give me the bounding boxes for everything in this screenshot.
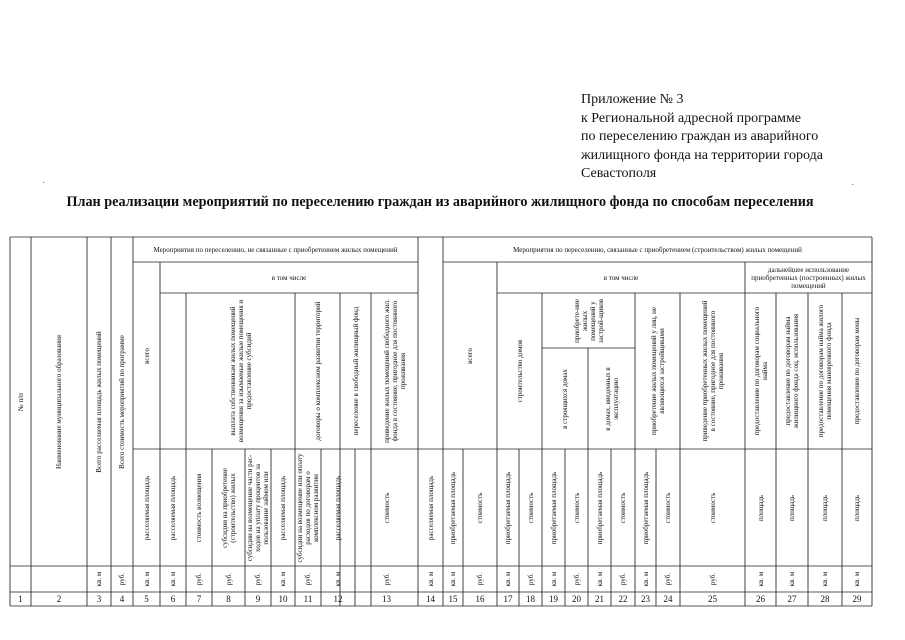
acq-persons-label: приобретение жилых помещений у лиц, не являющихся застройщиками: [649, 307, 666, 435]
sub-label: стоимость возмещения: [195, 473, 203, 542]
sub-label: приобретаемая площадь: [504, 471, 512, 544]
header-line: Севастополя: [581, 166, 657, 181]
column-number: 7: [196, 594, 202, 604]
column-number: 5: [144, 594, 149, 604]
sub-label: расселяемая площадь: [169, 475, 177, 540]
payment-label: выплата собственникам жилых помещений возмещения за изымаемые жилые помещения и предоставление субсидий: [228, 299, 253, 443]
sub-label: расселяемая площадь: [426, 475, 435, 540]
unit-label: руб.: [619, 572, 627, 586]
unit-cell: [31, 566, 87, 592]
sub-label: расселяемая площадь: [334, 475, 342, 540]
in-completed-header: [588, 348, 635, 449]
unit-cell: [842, 566, 872, 592]
further-use-header: дальнейшее использование приобретенных (построенных) жилых помещений: [751, 265, 866, 290]
unit-label: кв. м: [853, 571, 861, 587]
social-label: предоставление по договорам социального найма: [752, 306, 769, 436]
payment-header: [186, 293, 295, 449]
column-number: 6: [170, 594, 176, 604]
sub-subsidy-acq: [212, 449, 245, 566]
sub-area-acquired: [588, 449, 611, 566]
column-number: 14: [426, 594, 435, 604]
unit-label: руб.: [476, 572, 484, 586]
scan-mark: ·: [851, 180, 855, 191]
sub-label: приобретаемая площадь: [595, 471, 604, 544]
column-number: 3: [96, 594, 102, 604]
unit-label: кв. м: [756, 571, 765, 587]
unit-label: кв. м: [821, 571, 829, 587]
sub-area: [808, 449, 842, 566]
unit-cell: [87, 566, 111, 592]
column-number: 27: [787, 594, 797, 604]
unit-label: кв. м: [142, 571, 151, 587]
sub-label: стоимость: [476, 492, 484, 523]
contracts-header: [295, 293, 340, 449]
unit-label: руб.: [382, 572, 391, 586]
unit-cell: [160, 566, 186, 592]
unit-label: руб.: [708, 572, 717, 586]
header-line: Приложение № 3: [581, 92, 684, 107]
sub-cost: [611, 449, 635, 566]
unit-cell: [111, 566, 133, 592]
column-number: 2: [56, 594, 62, 604]
sub-label: субсидии на возмещение или оплату расходов по договорам о комплексном развитии: [296, 453, 320, 562]
construction-label: строительство домов: [515, 339, 524, 403]
plan-title: План реализации мероприятий по переселению граждан из аварийного жилищного фонда по способам переселения: [66, 194, 814, 210]
unit-label: кв. м: [504, 571, 512, 587]
column-number: 15: [448, 594, 458, 604]
unit-cell: [656, 566, 680, 592]
column-number: 10: [278, 594, 288, 604]
sub-area-acquired: [497, 449, 519, 566]
unit-cell: [212, 566, 245, 592]
sub-subsidy-contracts: [295, 449, 321, 566]
spec-label: предоставление по договорам найма жилищного фонда соц. использования: [784, 313, 800, 429]
sub-label: стоимость: [708, 492, 717, 523]
sub-area-resettled: [418, 449, 443, 566]
column-number: 19: [549, 594, 558, 604]
unit-cell: [245, 566, 271, 592]
sub-area-resettled: [321, 449, 355, 566]
sub-label: приобретаемая площадь: [641, 471, 650, 544]
sub-cost-compensation: [186, 449, 212, 566]
column-number: 8: [226, 594, 231, 604]
unit-label: кв. м: [334, 571, 342, 587]
column-number: 1: [18, 594, 23, 604]
unit-label: кв. м: [95, 571, 103, 587]
unit-label: кв. м: [595, 571, 604, 587]
unit-label: кв. м: [549, 571, 558, 587]
unit-label: руб.: [664, 572, 672, 586]
header-line: по переселению граждан из аварийного: [581, 129, 819, 144]
unit-cell: [271, 566, 295, 592]
unit-cell: [680, 566, 745, 592]
unit-cell: [519, 566, 542, 592]
unit-cell: [745, 566, 776, 592]
unit-label: руб.: [118, 572, 126, 586]
column-number: 21: [595, 594, 604, 604]
column-number: 29: [852, 594, 862, 604]
sub-area: [745, 449, 776, 566]
acq-dev-header: [542, 293, 635, 348]
sub-label: расселяемая площадь: [142, 475, 151, 540]
column-number: 11: [303, 594, 313, 604]
sub-cost: [355, 449, 418, 566]
acq-dev-label: приобрете-ние жилых помещений у застрой-щиков: [572, 298, 605, 343]
unit-cell: [808, 566, 842, 592]
in-completed-label: в домах, введенных в эксплуатацию: [603, 366, 620, 431]
column-number: 17: [503, 594, 513, 604]
col-area-total-header: [87, 237, 111, 566]
unit-label: кв. м: [788, 571, 796, 587]
unit-cell: [463, 566, 497, 592]
group-not-linked: Мероприятия по переселению, не связанные с приобретением жилых помещений: [153, 245, 398, 254]
column-number: 22: [618, 594, 628, 604]
bringing-label: приведение жилых помещений свободного жил. фонда в состояние, пригодное для постоянного проживания: [382, 299, 407, 443]
sub-area-resettled: [271, 449, 295, 566]
unit-cell: [355, 566, 418, 592]
bringing-acq-label: приведение приобретенных жилых помещений в состояние, пригодное для постоянного проживания: [700, 300, 725, 442]
unit-label: кв. м: [426, 571, 435, 587]
right-vsego: [443, 262, 497, 449]
unit-label: руб.: [195, 572, 203, 586]
unit-cell: [497, 566, 519, 592]
sub-subsidy-mortgage: [245, 449, 271, 566]
sub-area-acquired: [542, 449, 565, 566]
sub-label: субсидии на приобретение (строительство) жилых: [220, 467, 237, 548]
left-vsego: [133, 262, 160, 449]
sub-label: стоимость: [526, 492, 535, 523]
commercial-header: [808, 293, 842, 449]
column-number: 4: [119, 594, 125, 604]
free-fund-label: переселение в свободный жилищный фонд: [351, 306, 360, 436]
unit-label: кв. м: [449, 571, 457, 587]
unit-cell: [133, 566, 160, 592]
col-no-label: № п/п: [16, 392, 25, 411]
header-line: к Региональной адресной программе: [581, 110, 802, 126]
sub-label: площадь: [788, 494, 796, 521]
unit-cell: [542, 566, 565, 592]
col-area-total-label: Всего расселяемая площадь жилых помещений: [95, 330, 103, 473]
unit-cell: [10, 566, 31, 592]
unit-cell: [776, 566, 808, 592]
sub-area-resettled: [160, 449, 186, 566]
sub-label: приобретаемая площадь: [449, 471, 457, 544]
unit-label: руб.: [304, 572, 312, 586]
free-fund-header: [340, 293, 371, 449]
sub-area-acquired: [635, 449, 656, 566]
acq-persons-header: [635, 293, 680, 449]
unit-label: кв. м: [169, 571, 177, 587]
col-cost-total-label: Всего стоимость мероприятий по программе: [118, 334, 126, 469]
unit-label: руб.: [254, 572, 262, 586]
column-number: 12: [333, 594, 343, 604]
unit-cell: [635, 566, 656, 592]
construction-header: [497, 293, 542, 449]
sub-label: стоимость: [572, 492, 581, 523]
column-number: 24: [663, 594, 673, 604]
unit-cell: [186, 566, 212, 592]
unit-cell: [321, 566, 355, 592]
col-cost-total-header: [111, 237, 133, 566]
column-number: 25: [708, 594, 717, 604]
sub-area-acquired: [443, 449, 463, 566]
unit-cell: [295, 566, 321, 592]
sub-label: стоимость: [382, 492, 391, 523]
sub-label: площадь: [821, 494, 829, 521]
in-building-label: в строящихся домах: [561, 368, 569, 429]
column-number: 23: [641, 594, 650, 604]
unit-cell: [611, 566, 635, 592]
unit-label: кв. м: [279, 571, 287, 587]
sub-area: [842, 449, 872, 566]
sub-label: площадь: [756, 494, 765, 521]
unit-label: руб.: [572, 572, 581, 586]
right-incl: в том числе: [603, 273, 639, 282]
unit-label: руб.: [526, 572, 535, 586]
sub-area-resettled: [133, 449, 160, 566]
sub-cost: [519, 449, 542, 566]
col-no-header: [10, 237, 31, 566]
column-number: 9: [255, 594, 261, 604]
left-incl: в том числе: [271, 273, 307, 282]
scan-mark: ·: [42, 178, 46, 189]
column-number: 20: [572, 594, 581, 604]
unit-label: руб.: [224, 572, 233, 586]
sub-label: приобретаемая площадь: [549, 471, 558, 544]
column-number: 16: [475, 594, 485, 604]
spec-header: [776, 293, 808, 449]
unit-cell: [443, 566, 463, 592]
exchange-header: [842, 293, 872, 449]
group-linked: Мероприятия по переселению, связанные с приобретением (строительством) жилых помещений: [513, 245, 802, 254]
bringing-acq-header: [680, 293, 745, 449]
unit-cell: [418, 566, 443, 592]
sub-label: стоимость: [664, 492, 672, 523]
column-number: 13: [382, 594, 391, 604]
sub-cost: [680, 449, 745, 566]
sub-label: стоимость: [619, 492, 627, 523]
sub-label: площадь: [853, 494, 861, 521]
sub-cost: [463, 449, 497, 566]
sub-cost: [656, 449, 680, 566]
sub-label: расселяемая площадь: [279, 475, 287, 540]
left-vsego-label: всего: [142, 347, 151, 364]
column-number: 26: [756, 594, 765, 604]
in-building-header: [542, 348, 588, 449]
col-name-header: [31, 237, 87, 566]
header-line: жилищного фонда на территории города: [581, 147, 823, 163]
commercial-label: предоставление по договорам найма жилого помещения маневренного фонда: [817, 304, 833, 438]
social-header: [745, 293, 776, 449]
bringing-header: [371, 293, 418, 449]
right-vsego-label: всего: [466, 347, 474, 364]
unit-cell: [588, 566, 611, 592]
exchange-label: предоставление по договорам мены: [853, 317, 861, 425]
unit-label: кв. м: [641, 571, 650, 587]
column-number: 18: [526, 594, 535, 604]
sub-area: [776, 449, 808, 566]
column-number: 28: [820, 594, 830, 604]
contracts-label: договоры о комплексном развитии территорий: [313, 301, 322, 441]
sub-label: субсидии на возмещение части рас-ходов на уплату процентов за пользование займом или: [246, 454, 270, 561]
sub-cost: [565, 449, 588, 566]
col-name-label: Наименование муниципального образования: [55, 334, 63, 469]
unit-cell: [565, 566, 588, 592]
